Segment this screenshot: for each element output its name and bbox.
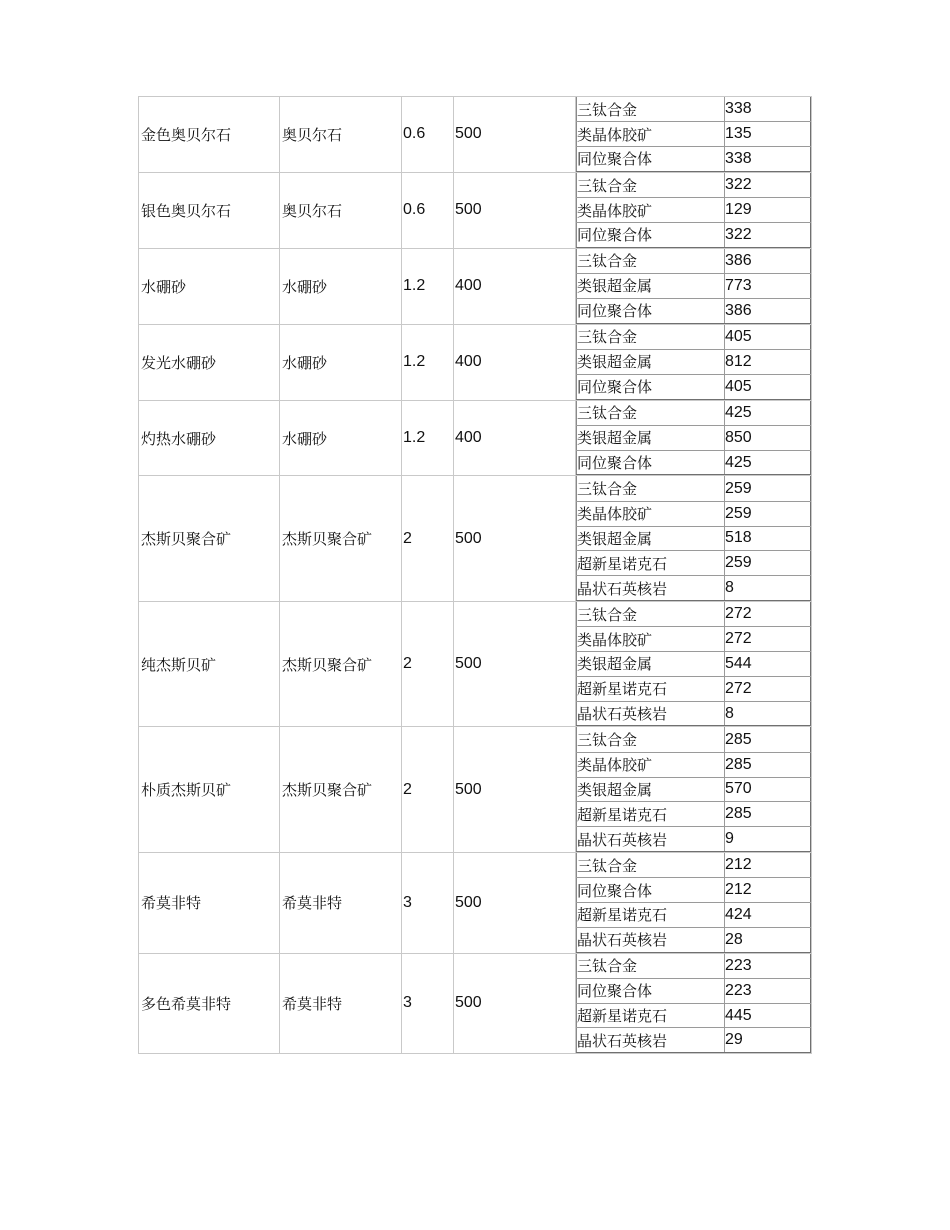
yield-row (577, 298, 811, 323)
yield-subtable (576, 727, 811, 851)
yield-cell (576, 248, 812, 324)
yield-cell (576, 727, 812, 852)
mineral-name: 类银超金属 (577, 777, 725, 802)
table-row (139, 953, 812, 1054)
mineral-qty: 223 (725, 954, 811, 979)
mineral-qty: 135 (725, 122, 811, 147)
yield-row (577, 501, 811, 526)
mineral-name: 同位聚合体 (577, 878, 725, 903)
yield-row (577, 903, 811, 928)
mineral-name: 三钛合金 (577, 727, 725, 752)
mineral-name: 超新星诺克石 (577, 903, 725, 928)
mineral-name: 类银超金属 (577, 274, 725, 299)
yield-row (577, 374, 811, 399)
table-row (139, 97, 812, 173)
mineral-qty: 285 (725, 752, 811, 777)
mineral-name: 三钛合金 (577, 954, 725, 979)
ore-name-cell: 杰斯贝聚合矿 (139, 476, 280, 601)
mineral-name: 同位聚合体 (577, 978, 725, 1003)
yield-cell (576, 97, 812, 173)
mineral-name: 三钛合金 (577, 249, 725, 274)
mineral-name: 类晶体胶矿 (577, 198, 725, 223)
ore-type-cell: 杰斯贝聚合矿 (280, 727, 402, 852)
yield-row (577, 954, 811, 979)
ore-name-cell: 银色奥贝尔石 (139, 172, 280, 248)
yield-row (577, 676, 811, 701)
mineral-qty: 272 (725, 676, 811, 701)
mineral-qty: 338 (725, 147, 811, 172)
mineral-qty: 29 (725, 1028, 811, 1053)
mineral-qty: 285 (725, 802, 811, 827)
yield-row (577, 853, 811, 878)
yield-row (577, 1028, 811, 1053)
volume-cell: 3 (402, 852, 454, 953)
yield-row (577, 1003, 811, 1028)
refine-units-cell: 400 (454, 400, 576, 476)
ore-type-cell: 水硼砂 (280, 400, 402, 476)
ore-table-body (139, 97, 812, 1054)
yield-row (577, 652, 811, 677)
yield-row (577, 627, 811, 652)
refine-units-cell: 500 (454, 852, 576, 953)
refine-units-cell: 500 (454, 476, 576, 601)
table-row (139, 852, 812, 953)
mineral-qty: 129 (725, 198, 811, 223)
yield-row (577, 551, 811, 576)
ore-name-cell: 多色希莫非特 (139, 953, 280, 1054)
volume-cell: 2 (402, 601, 454, 726)
ore-name-cell: 发光水硼砂 (139, 324, 280, 400)
mineral-qty: 812 (725, 349, 811, 374)
mineral-qty: 212 (725, 878, 811, 903)
mineral-qty: 28 (725, 927, 811, 952)
mineral-name: 晶状石英核岩 (577, 1028, 725, 1053)
yield-row (577, 476, 811, 501)
refine-units-cell: 400 (454, 248, 576, 324)
yield-cell (576, 476, 812, 601)
ore-type-cell: 水硼砂 (280, 248, 402, 324)
ore-name-cell: 朴质杰斯贝矿 (139, 727, 280, 852)
yield-row (577, 325, 811, 350)
mineral-qty: 424 (725, 903, 811, 928)
yield-row (577, 147, 811, 172)
yield-cell (576, 601, 812, 726)
mineral-qty: 386 (725, 298, 811, 323)
mineral-name: 三钛合金 (577, 325, 725, 350)
mineral-name: 三钛合金 (577, 97, 725, 122)
volume-cell: 2 (402, 727, 454, 852)
ore-type-cell: 奥贝尔石 (280, 97, 402, 173)
mineral-name: 同位聚合体 (577, 147, 725, 172)
volume-cell: 1.2 (402, 324, 454, 400)
yield-row (577, 777, 811, 802)
ore-type-cell: 水硼砂 (280, 324, 402, 400)
mineral-name: 晶状石英核岩 (577, 701, 725, 726)
yield-subtable (576, 401, 811, 476)
mineral-name: 类银超金属 (577, 349, 725, 374)
mineral-qty: 8 (725, 576, 811, 601)
mineral-qty: 223 (725, 978, 811, 1003)
ore-type-cell: 杰斯贝聚合矿 (280, 476, 402, 601)
table-row (139, 324, 812, 400)
yield-cell (576, 172, 812, 248)
mineral-qty: 272 (725, 602, 811, 627)
mineral-qty: 445 (725, 1003, 811, 1028)
mineral-name: 类银超金属 (577, 652, 725, 677)
yield-row (577, 173, 811, 198)
yield-row (577, 827, 811, 852)
yield-row (577, 401, 811, 426)
yield-row (577, 701, 811, 726)
yield-row (577, 927, 811, 952)
yield-row (577, 349, 811, 374)
table-row (139, 172, 812, 248)
yield-row (577, 198, 811, 223)
mineral-name: 超新星诺克石 (577, 676, 725, 701)
volume-cell: 0.6 (402, 172, 454, 248)
mineral-qty: 259 (725, 551, 811, 576)
yield-row (577, 425, 811, 450)
yield-subtable (576, 954, 811, 1054)
table-row (139, 476, 812, 601)
mineral-qty: 544 (725, 652, 811, 677)
yield-row (577, 602, 811, 627)
yield-row (577, 249, 811, 274)
mineral-qty: 259 (725, 476, 811, 501)
yield-cell (576, 852, 812, 953)
volume-cell: 3 (402, 953, 454, 1054)
mineral-name: 晶状石英核岩 (577, 827, 725, 852)
mineral-name: 同位聚合体 (577, 450, 725, 475)
volume-cell: 1.2 (402, 400, 454, 476)
mineral-name: 晶状石英核岩 (577, 927, 725, 952)
yield-subtable (576, 476, 811, 600)
refine-units-cell: 400 (454, 324, 576, 400)
refine-units-cell: 500 (454, 172, 576, 248)
refine-units-cell: 500 (454, 97, 576, 173)
yield-row (577, 450, 811, 475)
mineral-name: 三钛合金 (577, 401, 725, 426)
mineral-qty: 259 (725, 501, 811, 526)
yield-row (577, 97, 811, 122)
ore-name-cell: 水硼砂 (139, 248, 280, 324)
ore-type-cell: 希莫非特 (280, 953, 402, 1054)
ore-name-cell: 纯杰斯贝矿 (139, 601, 280, 726)
mineral-qty: 850 (725, 425, 811, 450)
yield-subtable (576, 173, 811, 248)
yield-row (577, 274, 811, 299)
yield-row (577, 978, 811, 1003)
mineral-name: 晶状石英核岩 (577, 576, 725, 601)
mineral-qty: 212 (725, 853, 811, 878)
volume-cell: 2 (402, 476, 454, 601)
ore-name-cell: 金色奥贝尔石 (139, 97, 280, 173)
yield-row (577, 727, 811, 752)
yield-row (577, 878, 811, 903)
ore-type-cell: 希莫非特 (280, 852, 402, 953)
table-row (139, 248, 812, 324)
yield-row (577, 752, 811, 777)
mineral-name: 三钛合金 (577, 173, 725, 198)
yield-subtable (576, 97, 811, 172)
yield-cell (576, 953, 812, 1054)
mineral-qty: 570 (725, 777, 811, 802)
mineral-qty: 338 (725, 97, 811, 122)
mineral-qty: 425 (725, 401, 811, 426)
ore-type-cell: 奥贝尔石 (280, 172, 402, 248)
mineral-qty: 322 (725, 222, 811, 247)
yield-subtable (576, 853, 811, 953)
mineral-name: 类晶体胶矿 (577, 122, 725, 147)
mineral-name: 三钛合金 (577, 476, 725, 501)
table-row (139, 400, 812, 476)
mineral-qty: 285 (725, 727, 811, 752)
mineral-qty: 386 (725, 249, 811, 274)
mineral-name: 类晶体胶矿 (577, 752, 725, 777)
mineral-name: 同位聚合体 (577, 374, 725, 399)
mineral-name: 三钛合金 (577, 602, 725, 627)
mineral-name: 类晶体胶矿 (577, 501, 725, 526)
mineral-name: 类银超金属 (577, 425, 725, 450)
ore-name-cell: 灼热水硼砂 (139, 400, 280, 476)
table-row (139, 601, 812, 726)
mineral-qty: 405 (725, 325, 811, 350)
ore-name-cell: 希莫非特 (139, 852, 280, 953)
refine-units-cell: 500 (454, 953, 576, 1054)
mineral-name: 超新星诺克石 (577, 551, 725, 576)
volume-cell: 0.6 (402, 97, 454, 173)
mineral-name: 类银超金属 (577, 526, 725, 551)
refine-units-cell: 500 (454, 601, 576, 726)
yield-cell (576, 324, 812, 400)
yield-subtable (576, 325, 811, 400)
mineral-name: 同位聚合体 (577, 222, 725, 247)
mineral-name: 类晶体胶矿 (577, 627, 725, 652)
yield-row (577, 576, 811, 601)
yield-cell (576, 400, 812, 476)
volume-cell: 1.2 (402, 248, 454, 324)
mineral-qty: 773 (725, 274, 811, 299)
yield-subtable (576, 249, 811, 324)
mineral-qty: 9 (725, 827, 811, 852)
mineral-name: 超新星诺克石 (577, 1003, 725, 1028)
yield-subtable (576, 602, 811, 726)
mineral-name: 超新星诺克石 (577, 802, 725, 827)
mineral-qty: 518 (725, 526, 811, 551)
mineral-qty: 405 (725, 374, 811, 399)
ore-refining-table (138, 96, 812, 1054)
mineral-qty: 8 (725, 701, 811, 726)
mineral-name: 三钛合金 (577, 853, 725, 878)
mineral-qty: 272 (725, 627, 811, 652)
yield-row (577, 802, 811, 827)
refine-units-cell: 500 (454, 727, 576, 852)
yield-row (577, 122, 811, 147)
mineral-qty: 425 (725, 450, 811, 475)
mineral-name: 同位聚合体 (577, 298, 725, 323)
table-row (139, 727, 812, 852)
yield-row (577, 526, 811, 551)
yield-row (577, 222, 811, 247)
mineral-qty: 322 (725, 173, 811, 198)
ore-type-cell: 杰斯贝聚合矿 (280, 601, 402, 726)
